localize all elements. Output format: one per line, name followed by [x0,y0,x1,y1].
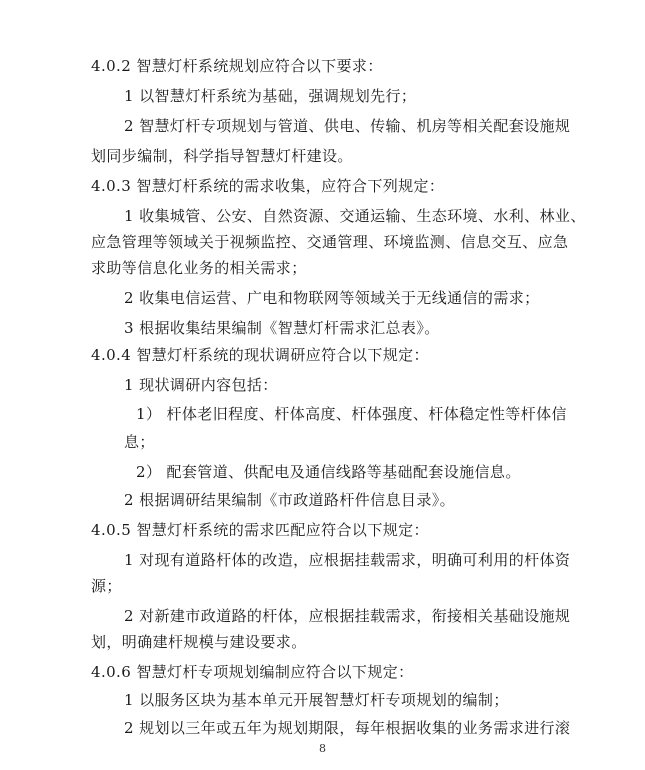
clause-4-0-4-heading: 4.0.4 智慧灯杆系统的现状调研应符合以下规定： [91,346,429,364]
page-number: 8 [319,742,326,755]
clause-4-0-3-item-1-cont-1: 应急管理等领域关于视频监控、交通管理、环境监测、信息交互、应急 [91,233,569,251]
clause-4-0-2-item-1: 1 以智慧灯杆系统为基础，强调规划先行； [124,87,417,105]
clause-4-0-5-item-2-cont: 划，明确建杆规模与建设要求。 [91,633,307,651]
clause-4-0-2-item-2: 2 智慧灯杆专项规划与管道、供电、传输、机房等相关配套设施规 [124,117,571,135]
clause-4-0-3-item-3: 3 根据收集结果编制《智慧灯杆需求汇总表》。 [124,319,440,337]
clause-4-0-6-item-1: 1 以服务区块为基本单元开展智慧灯杆专项规划的编制； [124,691,509,709]
clause-4-0-2-heading: 4.0.2 智慧灯杆系统规划应符合以下要求： [91,57,383,75]
clause-4-0-4-subitem-1-cont: 息； [124,433,155,451]
clause-4-0-2-item-2-cont: 划同步编制，科学指导智慧灯杆建设。 [91,147,353,165]
clause-4-0-6-heading: 4.0.6 智慧灯杆专项规划编制应符合以下规定： [91,663,414,681]
clause-4-0-3-item-1-cont-2: 求助等信息化业务的相关需求； [91,259,307,277]
clause-4-0-4-subitem-1: 1） 杆体老旧程度、杆体高度、杆体强度、杆体稳定性等杆体信 [136,405,567,423]
clause-4-0-5-heading: 4.0.5 智慧灯杆系统的需求匹配应符合以下规定： [91,521,429,539]
clause-4-0-5-item-1-cont: 源； [91,577,122,595]
clause-4-0-5-item-2: 2 对新建市政道路的杆体，应根据挂载需求，衔接相关基础设施规 [124,607,571,625]
clause-4-0-3-item-2: 2 收集电信运营、广电和物联网等领域关于无线通信的需求； [124,289,540,307]
clause-4-0-5-item-1: 1 对现有道路杆体的改造，应根据挂载需求，明确可利用的杆体资 [124,551,571,569]
clause-4-0-4-item-2: 2 根据调研结果编制《市政道路杆件信息目录》。 [124,491,456,509]
clause-4-0-6-item-2: 2 规划以三年或五年为规划期限，每年根据收集的业务需求进行滚 [124,719,571,737]
clause-4-0-4-subitem-2: 2） 配套管道、供配电及通信线路等基础配套设施信息。 [136,463,521,481]
clause-4-0-3-heading: 4.0.3 智慧灯杆系统的需求收集，应符合下列规定： [91,177,445,195]
clause-4-0-3-item-1: 1 收集城管、公安、自然资源、交通运输、生态环境、水利、林业、 [124,207,586,225]
clause-4-0-4-item-1: 1 现状调研内容包括： [124,376,278,394]
